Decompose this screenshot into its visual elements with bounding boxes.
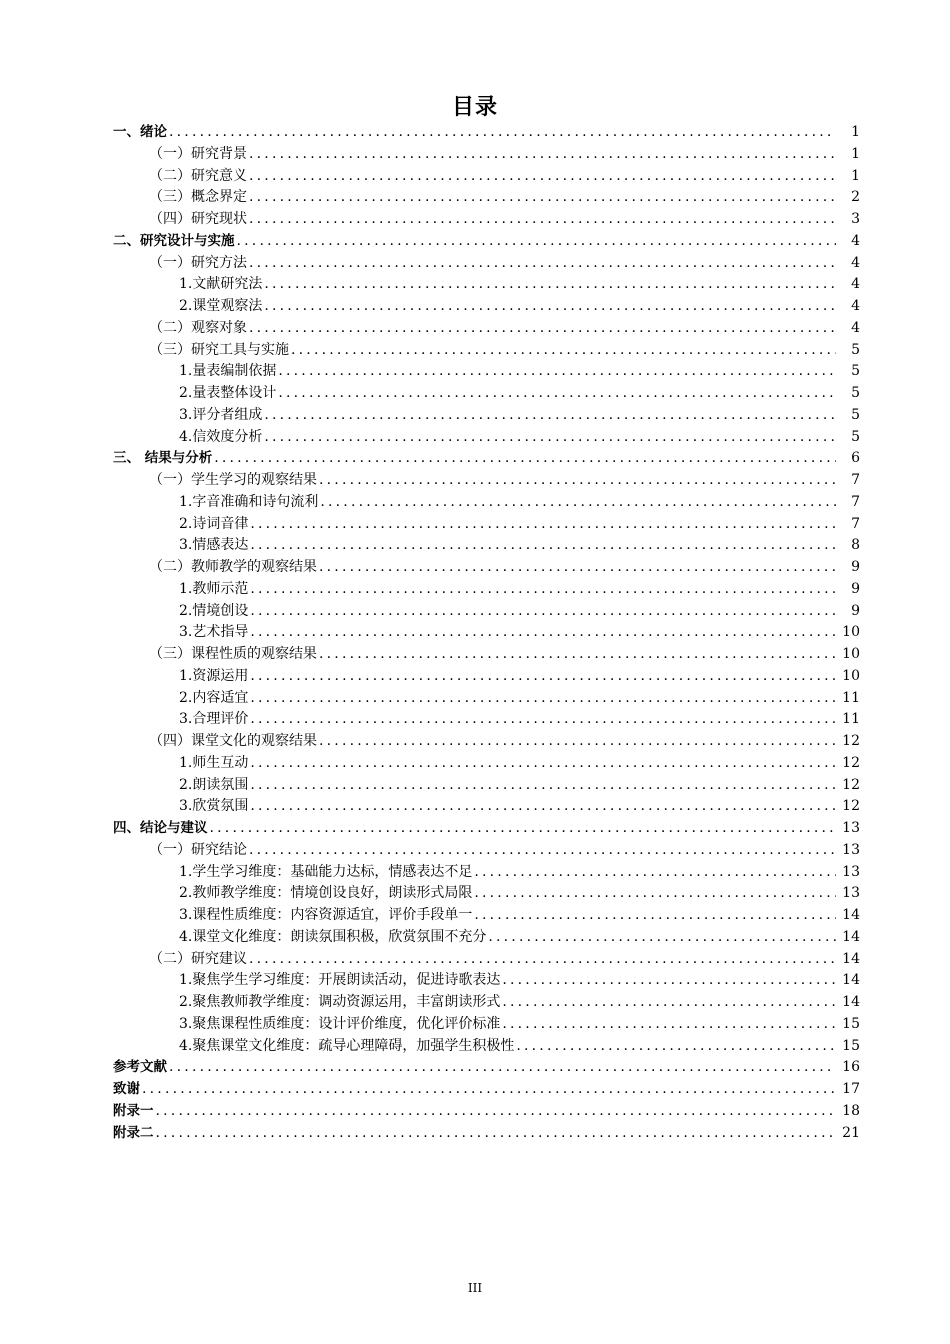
toc-entry-text: 3.聚焦课程性质维度：设计评价维度，优化评价标准 <box>179 1015 501 1032</box>
toc-entry-page: 11 <box>842 689 860 706</box>
toc-entry-page: 3 <box>851 211 860 227</box>
toc-dot-leader <box>249 144 836 166</box>
toc-entry-text: 3.课程性质维度：内容资源适宜，评价手段单一 <box>179 907 473 923</box>
toc-entry-page: 21 <box>842 1124 860 1141</box>
toc-dot-leader <box>249 209 836 231</box>
toc-entry[interactable] <box>113 840 860 862</box>
toc-entry-text: （一）学生学习的观察结果 <box>149 472 317 488</box>
toc-dot-leader <box>214 448 836 470</box>
toc-dot-leader <box>278 361 836 383</box>
toc-entry[interactable] <box>113 905 860 927</box>
toc-entry[interactable] <box>113 709 860 731</box>
toc-entry-page: 18 <box>842 1102 860 1119</box>
toc-entry-page: 14 <box>842 928 860 945</box>
toc-dot-leader <box>250 666 836 688</box>
toc-entry[interactable] <box>113 796 860 818</box>
toc-entry[interactable] <box>113 231 860 253</box>
toc-dot-leader <box>250 753 836 775</box>
toc-entry-text: 4.聚焦课堂文化维度：疏导心理障碍，加强学生积极性 <box>179 1037 515 1054</box>
toc-entry-page: 14 <box>842 994 860 1010</box>
toc-entry[interactable] <box>113 579 860 601</box>
toc-title: 目录 <box>451 95 498 120</box>
toc-entry[interactable] <box>113 601 860 623</box>
toc-dot-leader <box>250 688 836 710</box>
toc-entry-text: （二）研究意义 <box>149 167 247 184</box>
toc-dot-leader <box>142 1079 836 1101</box>
toc-dot-leader <box>250 796 836 818</box>
toc-dot-leader <box>249 187 836 209</box>
toc-entry-text: 二、研究设计与实施 <box>113 232 235 249</box>
toc-entry-page: 12 <box>842 733 860 749</box>
toc-dot-leader <box>319 470 836 492</box>
toc-entry[interactable] <box>113 1057 860 1079</box>
toc-dot-leader <box>249 840 836 862</box>
toc-entry-page: 16 <box>842 1059 860 1076</box>
toc-entry-text: （二）观察对象 <box>149 319 247 336</box>
toc-entry-text: 2.朗读氛围 <box>179 776 249 793</box>
toc-entry-page: 13 <box>842 841 860 858</box>
toc-dot-leader <box>502 1014 836 1036</box>
toc-dot-leader <box>249 253 836 275</box>
toc-entry[interactable] <box>113 992 860 1014</box>
toc-entry[interactable] <box>113 209 860 231</box>
toc-entry[interactable] <box>113 296 860 318</box>
toc-dot-leader <box>264 296 836 318</box>
toc-entry-page: 14 <box>842 950 860 967</box>
toc-entry-text: （三）研究工具与实施 <box>149 341 289 358</box>
toc-entry-text: 2.诗词音律 <box>179 515 249 532</box>
toc-dot-leader <box>156 1101 837 1123</box>
toc-entry-text: （三）概念界定 <box>149 189 247 206</box>
toc-entry-page: 5 <box>851 385 860 401</box>
toc-entry[interactable] <box>113 166 860 188</box>
toc-entry-text: 1.聚焦学生学习维度：开展朗读活动，促进诗歌表达 <box>179 972 501 989</box>
toc-entry-page: 17 <box>842 1081 860 1097</box>
toc-entry-text: （四）课堂文化的观察结果 <box>149 733 317 749</box>
toc-dot-leader <box>264 427 836 449</box>
toc-entry[interactable] <box>113 731 860 753</box>
toc-entry-text: 附录二 <box>113 1124 154 1141</box>
toc-entry-text: 1.教师示范 <box>179 580 249 597</box>
toc-entry-text: 4.课堂文化维度：朗读氛围积极，欣赏氛围不充分 <box>179 928 487 945</box>
toc-entry[interactable] <box>113 405 860 427</box>
toc-entry[interactable] <box>113 1079 860 1101</box>
toc-dot-leader <box>264 405 836 427</box>
toc-entry-page: 14 <box>842 972 860 989</box>
toc-dot-leader <box>237 231 837 253</box>
toc-entry-page: 14 <box>842 907 860 923</box>
toc-entry[interactable] <box>113 427 860 449</box>
toc-entry[interactable] <box>113 318 860 340</box>
toc-entry-page: 12 <box>842 754 860 771</box>
toc-entry[interactable] <box>113 688 860 710</box>
toc-entry-text: 附录一 <box>113 1102 154 1119</box>
page-number: III <box>467 1281 483 1295</box>
toc-entry[interactable] <box>113 274 860 296</box>
toc-entry-text: 四、结论与建议 <box>113 820 208 836</box>
toc-entry-page: 9 <box>851 602 860 619</box>
toc-entry[interactable] <box>113 340 860 362</box>
toc-entry-text: 2.教师教学维度：情境创设良好，朗读形式局限 <box>179 885 473 902</box>
toc-entry[interactable] <box>113 862 860 884</box>
toc-entry-text: （二）教师教学的观察结果 <box>149 559 317 575</box>
toc-entry-page: 4 <box>851 254 860 271</box>
toc-entry-text: （一）研究方法 <box>149 254 247 271</box>
toc-entry[interactable] <box>113 122 860 144</box>
toc-dot-leader <box>169 1057 836 1079</box>
toc-entry-page: 13 <box>842 820 860 836</box>
toc-entry-page: 10 <box>842 624 860 641</box>
toc-entry-page: 1 <box>851 124 860 140</box>
toc-entry[interactable] <box>113 448 860 470</box>
toc-entry[interactable] <box>113 949 860 971</box>
toc-entry-page: 4 <box>851 276 860 293</box>
toc-entry-page: 15 <box>842 1037 860 1054</box>
toc-entry-text: 3.合理评价 <box>179 711 249 728</box>
toc-entry-page: 7 <box>851 493 860 510</box>
toc-entry-page: 7 <box>851 472 860 488</box>
toc-entry-text: 2.量表整体设计 <box>179 385 277 401</box>
toc-dot-leader <box>250 514 836 536</box>
toc-entry-page: 5 <box>851 363 860 380</box>
toc-entry[interactable] <box>113 883 860 905</box>
toc-dot-leader <box>156 1123 837 1145</box>
toc-entry-text: 2.聚焦教师教学维度：调动资源运用，丰富朗读形式 <box>179 994 501 1010</box>
toc-dot-leader <box>250 775 836 797</box>
toc-entry[interactable] <box>113 383 860 405</box>
toc-entry[interactable] <box>113 666 860 688</box>
toc-entry-page: 2 <box>851 189 860 206</box>
toc-dot-leader <box>474 862 836 884</box>
toc-entry-text: 1.学生学习维度：基础能力达标，情感表达不足 <box>179 863 473 880</box>
toc-entry-text: 4.信效度分析 <box>179 428 263 445</box>
toc-entry-page: 10 <box>842 646 860 662</box>
toc-entry-text: （四）研究现状 <box>149 211 247 227</box>
toc-entry-text: 1.资源运用 <box>179 667 249 684</box>
toc-entry-page: 12 <box>842 776 860 793</box>
toc-entry[interactable] <box>113 1101 860 1123</box>
toc-dot-leader <box>249 949 836 971</box>
toc-entry[interactable] <box>113 361 860 383</box>
toc-entry-text: （一）研究背景 <box>149 145 247 162</box>
toc-entry-text: 1.文献研究法 <box>179 276 263 293</box>
toc-entry-text: （三）课程性质的观察结果 <box>149 646 317 662</box>
toc-entry-text: 3.欣赏氛围 <box>179 798 249 815</box>
toc-entry[interactable] <box>113 470 860 492</box>
toc-entry-page: 11 <box>842 711 860 728</box>
toc-entry-text: 致谢 <box>113 1081 140 1097</box>
toc-entry[interactable] <box>113 775 860 797</box>
toc-entry[interactable] <box>113 253 860 275</box>
toc-entry-page: 13 <box>842 885 860 902</box>
toc-dot-leader <box>488 927 836 949</box>
toc-entry-page: 4 <box>851 298 860 314</box>
toc-dot-leader <box>319 731 836 753</box>
toc-entry-page: 10 <box>842 667 860 684</box>
toc-dot-leader <box>264 274 836 296</box>
toc-entry-text: 3.评分者组成 <box>179 406 263 423</box>
toc-dot-leader <box>250 622 836 644</box>
toc-dot-leader <box>278 383 836 405</box>
toc-entry[interactable] <box>113 927 860 949</box>
toc-dot-leader <box>474 883 836 905</box>
toc-entry[interactable] <box>113 514 860 536</box>
toc-entry-page: 5 <box>851 341 860 358</box>
toc-entry-page: 13 <box>842 863 860 880</box>
toc-entry[interactable] <box>113 1123 860 1145</box>
toc-entry-text: 2.内容适宜 <box>179 689 249 706</box>
toc-entry-page: 9 <box>851 580 860 597</box>
toc-dot-leader <box>516 1036 836 1058</box>
toc-entry[interactable] <box>113 622 860 644</box>
toc-dot-leader <box>250 709 836 731</box>
toc-entry[interactable] <box>113 535 860 557</box>
toc-entry[interactable] <box>113 753 860 775</box>
toc-entry[interactable] <box>113 187 860 209</box>
toc-entry-page: 9 <box>851 559 860 575</box>
toc-entry-text: 三、 结果与分析 <box>113 450 213 467</box>
toc-dot-leader <box>320 492 836 514</box>
toc-dot-leader <box>250 579 836 601</box>
toc-entry[interactable] <box>113 1036 860 1058</box>
toc-entry[interactable] <box>113 492 860 514</box>
toc-dot-leader <box>291 340 836 362</box>
toc-entry-page: 15 <box>842 1015 860 1032</box>
toc-dot-leader <box>169 122 836 144</box>
toc-dot-leader <box>210 818 837 840</box>
toc-dot-leader <box>502 992 836 1014</box>
toc-entry-text: 1.量表编制依据 <box>179 363 277 380</box>
toc-dot-leader <box>249 166 836 188</box>
toc-entry-text: （二）研究建议 <box>149 950 247 967</box>
toc-entry-text: 1.字音准确和诗句流利 <box>179 493 319 510</box>
toc-entry-page: 12 <box>842 798 860 815</box>
toc-entry-text: 2.情境创设 <box>179 602 249 619</box>
toc-entry[interactable] <box>113 557 860 579</box>
toc-entry-page: 8 <box>851 537 860 554</box>
toc-dot-leader <box>250 535 836 557</box>
toc-dot-leader <box>502 970 836 992</box>
toc-dot-leader <box>319 644 836 666</box>
toc-entry-text: 2.课堂观察法 <box>179 298 263 314</box>
toc-dot-leader <box>319 557 836 579</box>
toc-entry-page: 5 <box>851 406 860 423</box>
toc-entry[interactable] <box>113 970 860 992</box>
toc-entry-page: 7 <box>851 515 860 532</box>
toc-list <box>113 122 860 1144</box>
toc-entry-page: 4 <box>851 319 860 336</box>
toc-entry-page: 1 <box>851 167 860 184</box>
toc-entry-page: 5 <box>851 428 860 445</box>
toc-entry-text: 参考文献 <box>113 1059 167 1076</box>
toc-entry-text: 一、绪论 <box>113 124 167 140</box>
toc-entry-page: 4 <box>851 232 860 249</box>
toc-entry-page: 1 <box>851 145 860 162</box>
toc-entry-page: 6 <box>851 450 860 467</box>
toc-dot-leader <box>249 318 836 340</box>
toc-entry[interactable] <box>113 144 860 166</box>
toc-entry-text: 3.艺术指导 <box>179 624 249 641</box>
toc-entry[interactable] <box>113 818 860 840</box>
toc-entry-text: （一）研究结论 <box>149 841 247 858</box>
toc-entry[interactable] <box>113 644 860 666</box>
toc-entry-text: 1.师生互动 <box>179 754 249 771</box>
toc-entry[interactable] <box>113 1014 860 1036</box>
toc-dot-leader <box>250 601 836 623</box>
toc-dot-leader <box>474 905 836 927</box>
toc-entry-text: 3.情感表达 <box>179 537 249 554</box>
